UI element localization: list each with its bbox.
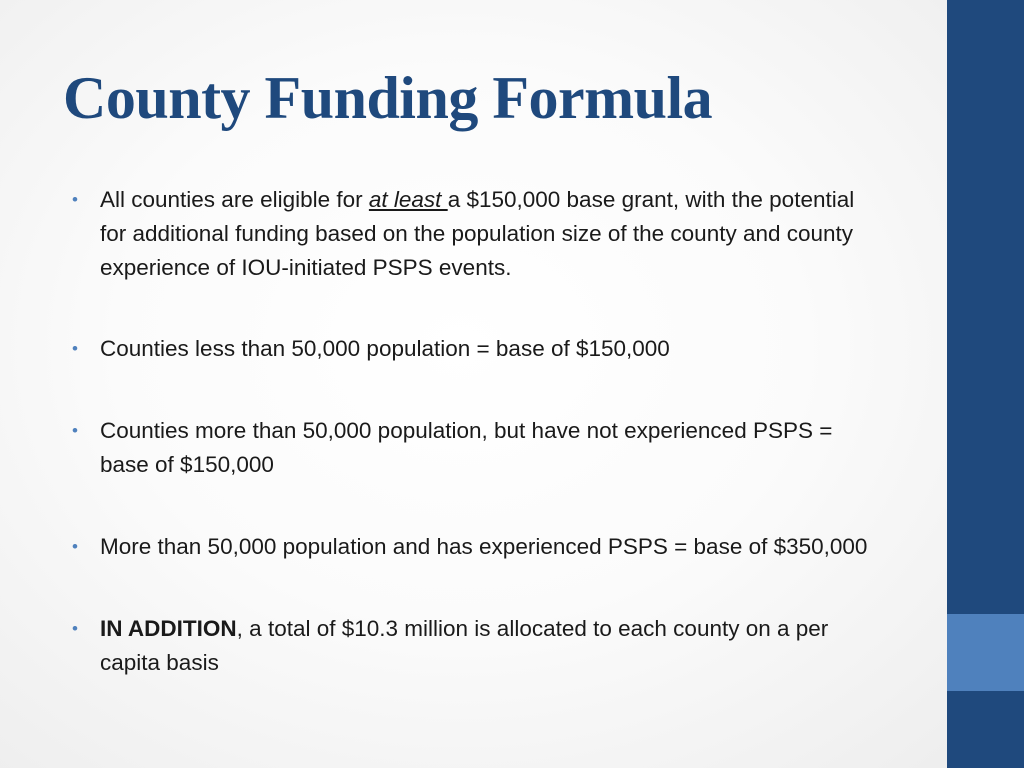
bullet-text: All counties are eligible for [100, 187, 369, 212]
bullet-item-over-50k-psps [72, 530, 872, 564]
bullet-icon: • [72, 619, 78, 638]
side-accent-block [947, 614, 1024, 691]
bullet-text: Counties less than 50,000 population = base of $150,000 [100, 336, 670, 361]
bullet-icon: • [72, 190, 78, 209]
bullet-text: a $150,000 base grant, with the potential for additional funding based on the population size of the county and county experience of IOU-initiated PSPS events. [100, 187, 855, 280]
bullet-item-per-capita [72, 612, 872, 680]
bullet-item-eligibility [72, 183, 872, 285]
bullet-icon: • [72, 421, 78, 440]
bullet-text: More than 50,000 population and has experienced PSPS = base of $350,000 [100, 534, 868, 559]
bullet-icon: • [72, 339, 78, 358]
page-title: County Funding Formula [63, 65, 713, 131]
bullet-list [72, 183, 872, 680]
bullet-emphasis: at least [368, 187, 448, 212]
bullet-text: Counties more than 50,000 population, but have not experienced PSPS = base of $150,000 [100, 418, 833, 477]
bullet-text: , a total of $10.3 million is allocated to each county on a per capita basis [100, 616, 829, 675]
bullet-icon: • [72, 537, 78, 556]
bullet-item-over-50k-no-psps [72, 414, 872, 482]
bullet-item-under-50k [72, 332, 872, 366]
bullet-bold-label: IN ADDITION [100, 616, 237, 641]
